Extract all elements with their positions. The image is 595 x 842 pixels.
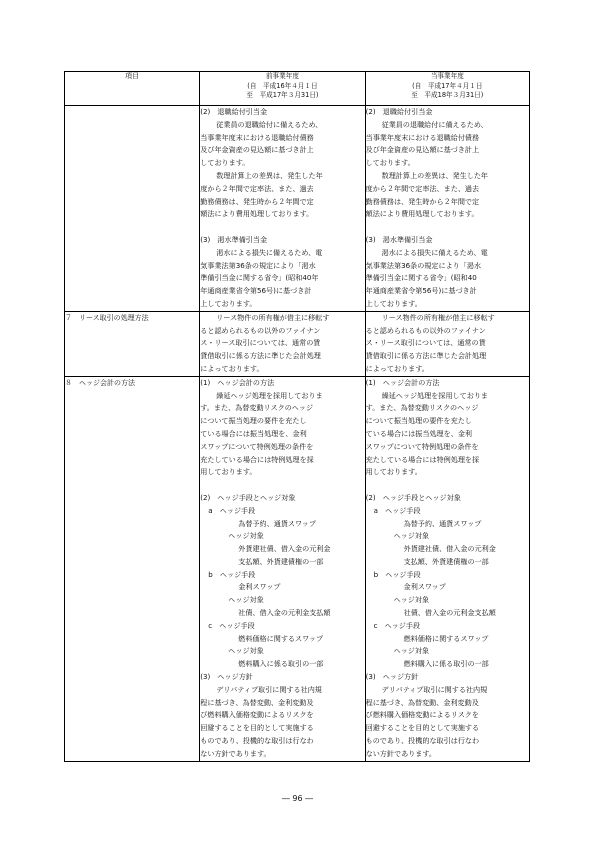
text-line: 額法により費用処理しております。 [365,209,479,219]
text-line: び燃料購入価格変動によるリスクを [200,710,314,720]
text-line: ヘッジ対象 [393,646,430,656]
text-line: 及び年金資産の見込額に基づき計上 [365,145,480,155]
text-line: 程に基づき、為替変動、金利変動及 [200,697,314,707]
text-line: び燃料購入価格変動によるリスクを [365,710,479,720]
text-line: リース物件の所有権が借主に移転す [216,312,330,322]
text-line: 勤務債務は、発生時から２年間で定 [365,196,480,206]
text-line: 従業員の退職給付に備えるため、 [216,119,323,129]
text-line: 為替予約、通貨スワップ [238,518,316,528]
text-line: 燃料購入に係る取引の一部 [238,659,324,669]
text-line: 繰延ヘッジ処理を採用しておりま [216,390,323,400]
text-line: 度から２年間で定率法、また、過去 [365,183,480,193]
text-line: 支払額、外貨建債権の一部 [403,556,489,566]
text-line: 貸借取引に係る方法に準じた会計処理 [200,351,321,361]
text-line: しております。 [200,158,250,168]
text-line: 当事業年度末における退職給付債務 [365,132,480,142]
line-spacer [366,479,529,492]
table-row-hedge [65,376,530,761]
row-reserves-prev-cell [200,106,365,312]
text-line: ものであり、投機的な取引は行なわ [365,736,480,746]
header-curr-to: 至 平成18年３月31日) [411,91,484,99]
text-line: 充たしている場合には特例処理を採 [365,454,480,464]
text-line: 回避することを目的として実施する [365,723,480,733]
text-line: (3) ヘッジ方針 [365,672,419,682]
text-line: 外貨建社債、借入金の元利金 [403,544,496,554]
text-line: 充たしている場合には特例処理を採 [200,454,314,464]
text-line: 従業員の退職給付に備えるため、 [381,119,488,129]
text-line: (1) ヘッジ会計の方法 [365,377,440,387]
text-line: ている場合には振当処理を、金利 [200,428,307,438]
text-line: デリバティブ取引に関する社内規 [216,684,322,694]
text-line: b ヘッジ手段 [373,569,421,579]
text-line: ヘッジ対象 [393,531,430,541]
text-line: しております。 [365,158,415,168]
text-line: c ヘッジ手段 [373,620,421,630]
text-line: ス・リース取引については、通常の賃 [200,338,321,348]
text-line: 燃料価格に関するスワップ [403,633,489,643]
text-line: (1) ヘッジ会計の方法 [200,377,275,387]
header-prev-to: 至 平成17年３月31日) [246,91,319,99]
text-line: 燃料購入に係る取引の一部 [403,659,489,669]
row-hedge-title: ８ ヘッジ会計の方法 [65,376,200,761]
text-line: 気事業法第36条の規定により「渇水 [200,260,316,270]
row-reserves-title-cell [65,106,200,312]
row-hedge-curr-cell [365,376,529,761]
text-line: ない方針であります。 [365,748,436,758]
text-line: ない方針であります。 [200,748,271,758]
text-line: ヘッジ対象 [228,595,264,605]
text-line: 燃料価格に関するスワップ [238,633,324,643]
text-line: 及び年金資産の見込額に基づき計上 [200,145,314,155]
text-line: 準備引当金に関する省令」(昭和40 [365,273,477,283]
text-line: 渇水による損失に備えるため、電 [216,247,323,257]
text-line: ると認められるもの以外のファイナン [200,325,321,335]
text-line: 度から２年間で定率法、また、過去 [200,183,314,193]
text-line: す。また、為替変動リスクのヘッジ [365,403,479,413]
text-line: 程に基づき、為替変動、金利変動及 [365,697,479,707]
text-line: 貸借取引に係る方法に準じた会計処理 [365,351,487,361]
text-line: 社債、借入金の元利金支払額 [403,608,496,618]
header-prev-title: 前事業年度 [265,72,299,80]
text-line: ス・リース取引については、通常の賃 [365,338,486,348]
text-line: (2) ヘッジ手段とヘッジ対象 [200,492,296,502]
text-line: a ヘッジ手段 [373,505,421,515]
header-curr-from: (自 平成17年４月１日 [412,81,483,90]
header-item-cell [65,72,200,106]
header-item-label: 項目 [125,72,140,80]
text-line: (3) 渇水準備引当金 [200,234,268,244]
text-line: ると認められるもの以外のファイナン [365,325,486,335]
text-line: 外貨建社債、借入金の元利金 [238,544,331,554]
text-line: ものであり、投機的な取引は行なわ [200,736,314,746]
text-line: 金利スワップ [403,582,446,592]
header-prev-from: (自 平成16年４月１日 [247,81,318,90]
text-line: デリバティブ取引に関する社内規 [381,684,488,694]
row-lease-prev-cell [200,311,365,376]
text-line: について振当処理の要件を充たし [200,416,307,426]
text-line: 渇水による損失に備えるため、電 [381,247,488,257]
text-line: 当事業年度末における退職給付債務 [200,132,314,142]
line-spacer [366,221,529,234]
text-line: す。また、為替変動リスクのヘッジ [200,403,314,413]
accounting-policy-table [64,71,530,762]
text-line: スワップについて特例処理の条件を [365,441,479,451]
text-line: 準備引当金に関する省令」(昭和40年 [200,273,319,283]
text-line: 気事業法第36条の規定により「渇水 [365,260,482,270]
table-row-lease [65,311,530,376]
text-line: について振当処理の要件を充たし [365,416,472,426]
text-line: 金利スワップ [238,582,281,592]
text-line: 用しております。 [200,467,257,477]
text-line: 勤務債務は、発生時から２年間で定 [200,196,314,206]
table-row-reserves [65,106,530,312]
table-header-row [65,72,530,106]
page-number: ― 96 ― [281,794,314,803]
text-line: ヘッジ対象 [228,646,264,656]
text-line: (2) 退職給付引当金 [200,107,268,116]
text-line: (3) 渇水準備引当金 [365,234,433,244]
header-prev-year-cell [200,72,365,106]
text-line: 額法により費用処理しております。 [200,209,314,219]
line-spacer [200,221,364,234]
row-hedge-prev-cell [200,376,365,761]
text-line: 年通商産業省令第56号)に基づき計 [365,286,477,296]
line-spacer [200,479,364,492]
text-line: 為替予約、通貨スワップ [403,518,482,528]
text-line: 数理計算上の差異は、発生した年 [381,170,489,180]
row-lease-title: ７ リース取引の処理方法 [65,311,200,376]
text-line: (2) ヘッジ手段とヘッジ対象 [365,492,461,502]
text-line: 上しております。 [200,298,257,308]
text-line: ヘッジ対象 [228,531,264,541]
text-line: 上しております。 [365,298,422,308]
text-line: 支払額、外貨建債権の一部 [238,556,324,566]
text-line: 社債、借入金の元利金支払額 [238,608,331,618]
text-line: 繰延ヘッジ処理を採用しておりま [381,390,489,400]
text-line: 用しております。 [365,467,422,477]
text-line: スワップについて特例処理の条件を [200,441,314,451]
header-curr-title: 当事業年度 [430,72,464,80]
text-line: (3) ヘッジ方針 [200,672,253,682]
text-line: 年通商産業省令第56号)に基づき計 [200,286,312,296]
text-line: リース物件の所有権が借主に移転す [381,312,495,322]
text-line: ヘッジ対象 [393,595,430,605]
text-line: c ヘッジ手段 [208,620,255,630]
text-line: b ヘッジ手段 [208,569,256,579]
text-line: 数理計算上の差異は、発生した年 [216,170,323,180]
text-line: a ヘッジ手段 [208,505,256,515]
header-curr-year-cell [365,72,529,106]
row-reserves-curr-cell [365,106,529,312]
text-line: 回避することを目的として実施する [200,723,314,733]
text-line: によっております。 [365,363,429,373]
text-line: ている場合には振当処理を、金利 [365,428,473,438]
text-line: (2) 退職給付引当金 [365,107,433,116]
text-line: によっております。 [200,363,264,373]
row-lease-curr-cell [365,311,529,376]
